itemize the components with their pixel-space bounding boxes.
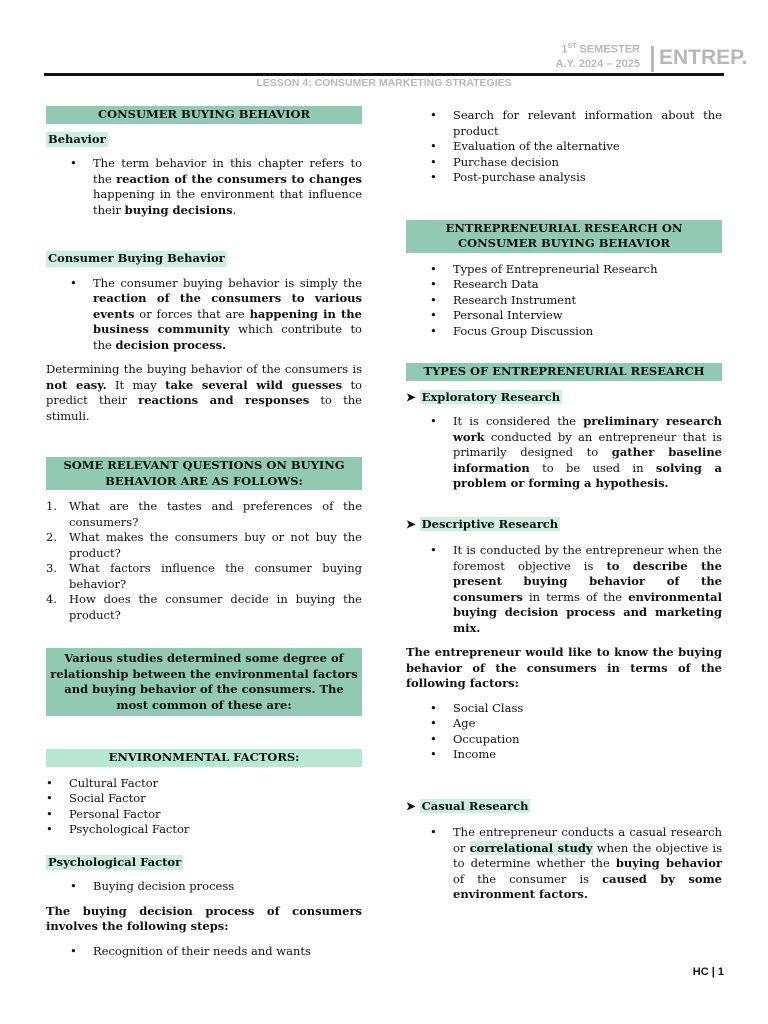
know-paragraph: The entrepreneur would like to know the buying behavior of the consumers in terms of the following factors: [406, 645, 722, 690]
cbb-list [46, 276, 362, 354]
psych-list [46, 879, 362, 895]
behavior-label: Behavior [48, 131, 106, 146]
consumer-buying-behavior-label: Consumer Buying Behavior [48, 251, 225, 265]
list-item: • Post-purchase analysis [430, 170, 722, 186]
list-item: • Buying decision process [70, 879, 362, 895]
factors-list [406, 701, 722, 763]
list-item: • It is conducted by the entrepreneur when the foremost objective is to describe the present buying behavior of the consumers in terms of the environmental buying decision process and marketing mix. [430, 543, 722, 636]
list-item: 4. How does the consumer decide in buying the product? [46, 592, 362, 622]
list-item: • It is considered the preliminary research work conducted by an entrepreneur that is primarily designed to gather baseline information to be used in solving a problem or forming a hypothesis. [430, 414, 722, 492]
list-item: • Focus Group Discussion [430, 324, 722, 340]
list-item: • Psychological Factor [46, 822, 362, 838]
section-heading-types-of-research: TYPES OF ENTREPRENEURIAL RESEARCH [406, 363, 722, 381]
list-item: • Research Instrument [430, 293, 722, 309]
arrow-icon: ➤ [406, 798, 416, 813]
right-column [406, 108, 722, 903]
exploratory-title: ➤ Exploratory Research [406, 389, 561, 404]
section-heading-relevant-questions: SOME RELEVANT QUESTIONS ON BUYING BEHAVIOR ARE AS FOLLOWS: [46, 457, 362, 490]
section-heading-entrepreneurial-research: ENTREPRENEURIAL RESEARCH ON CONSUMER BUYING BEHAVIOR [406, 220, 722, 253]
list-item: • Age [430, 716, 722, 732]
list-item: • Cultural Factor [46, 776, 362, 792]
page-number: HC | 1 [692, 966, 724, 978]
casual-title: ➤ Casual Research [406, 798, 529, 813]
subject-title: ENTREP. [659, 46, 748, 69]
list-item: • Income [430, 747, 722, 763]
determining-paragraph: Determining the buying behavior of the consumers is not easy. It may take several wild guesses to predict their reactions and responses to the stimuli. [46, 362, 362, 423]
exploratory-list [406, 414, 722, 492]
list-item: • Research Data [430, 277, 722, 293]
lesson-title: LESSON 4: CONSUMER MARKETING STRATEGIES [256, 77, 512, 89]
steps-intro: The buying decision process of consumers involves the following steps: [46, 903, 362, 933]
list-item: 1. What are the tastes and preferences of the consumers? [46, 499, 362, 529]
list-item: • Personal Interview [430, 308, 722, 324]
list-item: • Social Class [430, 701, 722, 717]
list-item: • Occupation [430, 732, 722, 748]
left-column [46, 106, 362, 959]
research-list [406, 262, 722, 340]
list-item: • The entrepreneur conducts a casual research or correlational study when the objective is to determine whether the buying behavior of the consumer is caused by some environment factors. [430, 825, 722, 903]
list-item: • Social Factor [46, 791, 362, 807]
semester-label: 1ST SEMESTER A.Y. 2024 – 2025 [555, 43, 640, 70]
descriptive-list [406, 543, 722, 636]
steps-list [46, 944, 362, 960]
arrow-icon: ➤ [406, 516, 416, 531]
steps-continued-list [406, 108, 722, 186]
arrow-icon: ➤ [406, 389, 416, 404]
questions-list [46, 499, 362, 623]
list-item: • Purchase decision [430, 155, 722, 171]
list-item: • Recognition of their needs and wants [70, 944, 362, 960]
list-item: • Search for relevant information about the product [430, 108, 722, 139]
environmental-factors-list [46, 776, 362, 838]
section-heading-consumer-buying-behavior: CONSUMER BUYING BEHAVIOR [46, 106, 362, 124]
header-divider [651, 46, 654, 72]
behavior-list [46, 156, 362, 218]
casual-list [406, 825, 722, 903]
list-item: 3. What factors influence the consumer buying behavior? [46, 561, 362, 591]
list-item: • The term behavior in this chapter refers to the reaction of the consumers to changes happening in the environment that influence their buying decisions. [70, 156, 362, 218]
section-heading-environmental-factors: ENVIRONMENTAL FACTORS: [46, 749, 362, 767]
various-studies-box: Various studies determined some degree of relationship between the environmental factors and buying behavior of the consumers. The most common of these are: [46, 648, 362, 716]
descriptive-title: ➤ Descriptive Research [406, 516, 559, 531]
list-item: 2. What makes the consumers buy or not buy the product? [46, 530, 362, 560]
psychological-factor-label: Psychological Factor [48, 854, 182, 869]
list-item: • Personal Factor [46, 807, 362, 823]
list-item: • Types of Entrepreneurial Research [430, 262, 722, 278]
list-item: • Evaluation of the alternative [430, 139, 722, 155]
list-item: • The consumer buying behavior is simply the reaction of the consumers to various events or forces that are happening in the business community which contribute to the decision process. [70, 276, 362, 354]
